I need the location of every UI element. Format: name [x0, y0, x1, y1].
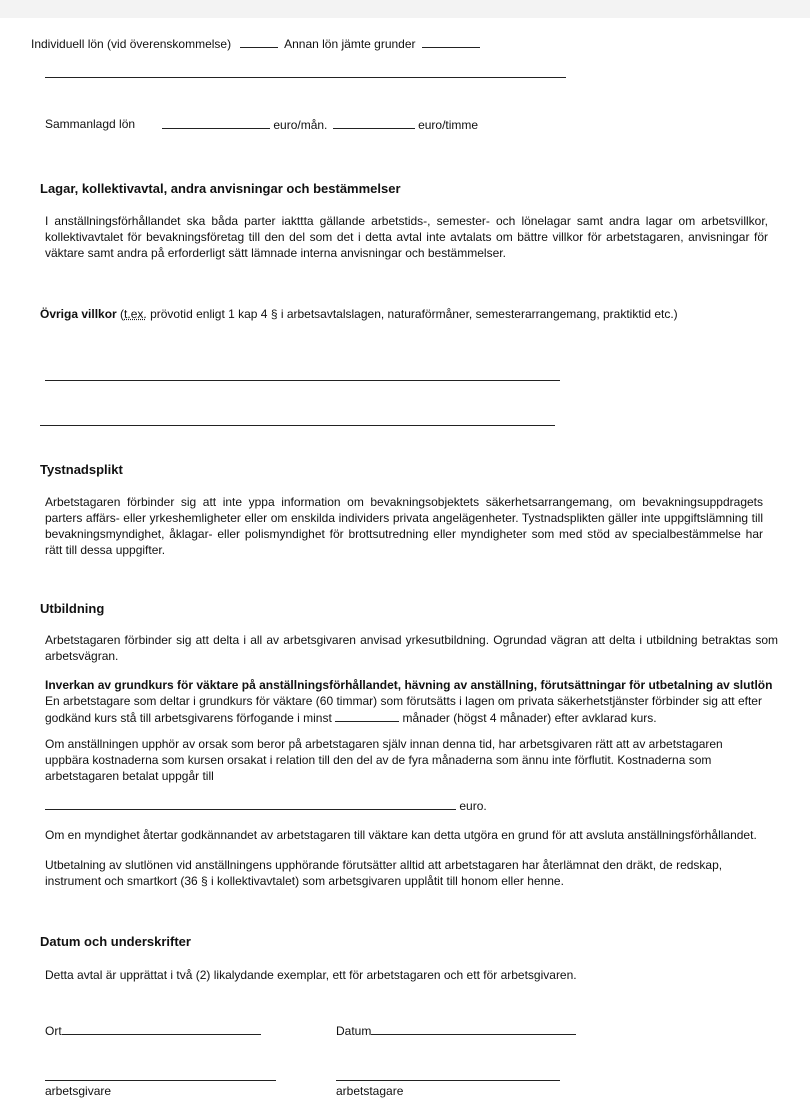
salary-grounds-line[interactable] — [45, 77, 566, 78]
place-blank[interactable] — [62, 1022, 261, 1035]
other-terms-line-1[interactable] — [45, 380, 560, 381]
training-p1: Arbetstagaren förbinder sig att delta i all av arbetsgivaren anvisad yrkesutbildning. Ogrundad vägran att delta i utbildning betraktas som arbetsvägran. — [45, 633, 778, 663]
other-terms-hint: prövotid enligt 1 kap 4 § i arbetsavtalslagen, naturaförmåner, semesterarrangemang, praktiktid etc.) — [146, 307, 678, 321]
other-terms-row — [40, 306, 678, 322]
other-terms-label: Övriga villkor — [40, 307, 117, 321]
training-p3: Om anställningen upphör av orsak som beror på arbetstagaren själv innan denna tid, har arbetsgivaren rätt att av arbetstagaren uppbära kostnaderna som kursen orsakat i relation till den del av de fyra månaderna som ännu inte förflutit. Kostnaderna som arbetstagaren betalat uppgår till — [45, 737, 723, 783]
place-label: Ort — [45, 1024, 62, 1038]
place-row — [45, 1022, 261, 1039]
training-p4: Om en myndighet återtar godkännandet av arbetstagaren till väktare kan detta utgöra en grund för att avsluta anställningsförhållandet. — [45, 828, 757, 842]
per-hour-label: euro/timme — [418, 118, 479, 132]
training-p2-tail: månader (högst 4 månader) efter avklarad kurs. — [399, 711, 657, 725]
individual-salary-row — [31, 35, 480, 52]
other-terms-line-2[interactable] — [40, 425, 555, 426]
individual-salary-blank[interactable] — [240, 35, 278, 48]
signatures-heading: Datum och underskrifter — [40, 934, 191, 949]
employee-label: arbetstagare — [336, 1084, 404, 1098]
total-salary-row — [162, 116, 478, 133]
euro-label: euro. — [459, 799, 487, 813]
training-p2 — [45, 677, 773, 726]
other-salary-label: Annan lön jämte grunder — [284, 37, 416, 51]
total-salary-label: Sammanlagd lön — [45, 117, 136, 131]
confidentiality-body: Arbetstagaren förbinder sig att inte yppa information om bevakningsobjektets säkerhetsarrangemang, om bevakningsuppdragets parters affärs- eller yrkeshemligheter eller om enskilda individers privata angelägenheter. Tystnadsplikten gäller inte uppgiftslämning till bevakningsmyndighet, åklagar- eller polismyndighet för brottsutredning eller myndigheter som med stöd av specialbestämmelse har rätt till dessa uppgifter. — [45, 495, 763, 557]
individual-salary-label: Individuell lön (vid överenskommelse) — [31, 37, 232, 51]
months-blank[interactable] — [335, 709, 399, 722]
laws-body: I anställningsförhållandet ska båda parter iakttta gällande arbetstids-, semester- och lönelagar samt andra lagar om arbetsvillkor, kollektivavtalet för bevakningsföretag till den del som det i detta avtal inte avtalats om bättre villkor för arbetstagaren, anvisningar för väktare samt andra på erforderligt sätt lämnade interna anvisningar och bestämmelser. — [45, 214, 768, 260]
monthly-salary-blank[interactable] — [162, 116, 270, 129]
top-bar — [0, 0, 810, 18]
signatures-body: Detta avtal är upprättat i två (2) likalydande exemplar, ett för arbetstagaren och ett för arbetsgivaren. — [45, 968, 577, 982]
other-terms-hint-prefix: ( — [116, 307, 125, 321]
cost-blank[interactable] — [45, 797, 456, 810]
training-p5: Utbetalning av slutlönen vid anställningens upphörande förutsätter alltid att arbetstagaren har återlämnat den dräkt, de redskap, instrument och smartkort (36 § i kollektivavtalet) som arbetsgivaren upplåtit till honom eller henne. — [45, 858, 723, 888]
date-label: Datum — [336, 1024, 372, 1038]
date-blank[interactable] — [371, 1022, 576, 1035]
employer-signature-line[interactable] — [45, 1080, 276, 1081]
other-salary-blank[interactable] — [422, 35, 480, 48]
training-heading: Utbildning — [40, 601, 105, 616]
confidentiality-heading: Tystnadsplikt — [40, 462, 123, 477]
hourly-salary-blank[interactable] — [333, 116, 415, 129]
employer-label: arbetsgivare — [45, 1084, 112, 1098]
other-terms-hint-abbr: t.ex. — [124, 307, 147, 321]
cost-row — [45, 797, 487, 814]
training-p2-bold: Inverkan av grundkurs för väktare på anställningsförhållandet, hävning av anställning, förutsättningar för utbetalning av slutlön — [45, 678, 773, 692]
employee-signature-line[interactable] — [336, 1080, 560, 1081]
laws-heading: Lagar, kollektivavtal, andra anvisningar och bestämmelser — [40, 181, 401, 196]
per-month-label: euro/mån. — [273, 118, 328, 132]
date-row — [336, 1022, 576, 1039]
training-p2-text: En arbetstagare som deltar i grundkurs för väktare (60 timmar) som förutsätts i lagen om privata säkerhetstjänster förbinder sig att efter godkänd kurs stå till arbetsgivarens förfogande i minst — [45, 694, 762, 725]
